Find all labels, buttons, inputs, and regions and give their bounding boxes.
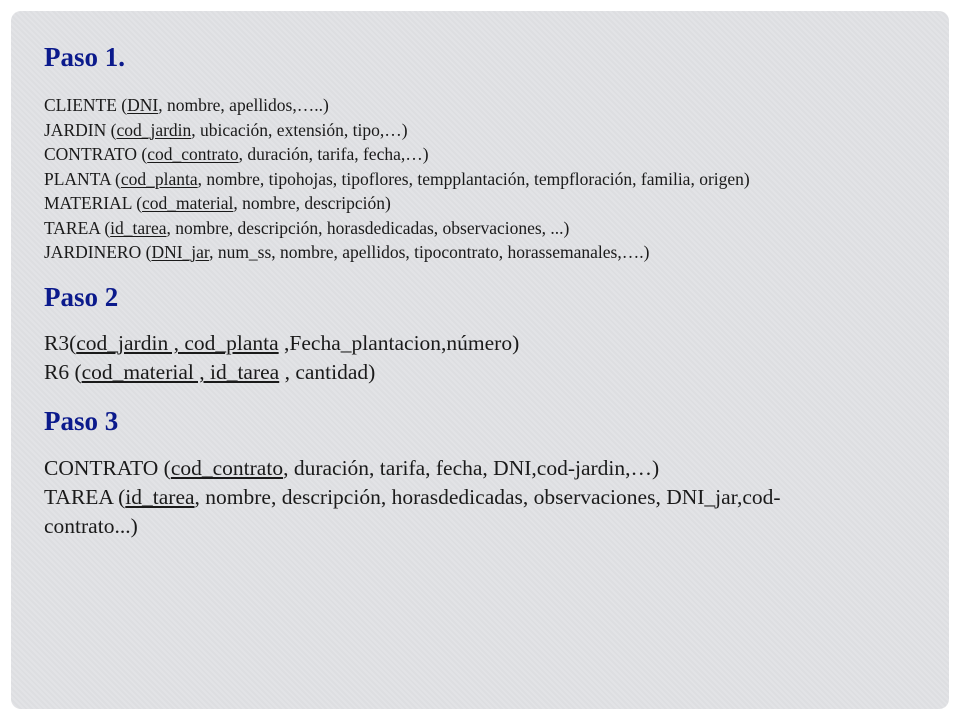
relation-name: JARDIN ( <box>44 119 117 140</box>
relation-name: TAREA ( <box>44 217 111 238</box>
relation-cliente <box>44 93 924 118</box>
relation-name: CLIENTE ( <box>44 95 128 116</box>
primary-key: id_tarea <box>110 217 167 238</box>
relation-tarea-updated <box>44 483 844 541</box>
step1-heading: Paso 1. <box>44 42 125 72</box>
step2-relation-list <box>44 329 924 387</box>
relation-attributes: , nombre, descripción) <box>233 193 391 214</box>
primary-key: cod_planta <box>120 168 198 189</box>
relation-jardinero <box>44 240 924 265</box>
relation-material <box>44 191 924 216</box>
relation-name: R6 ( <box>44 360 82 385</box>
step3-relation-list <box>44 454 924 541</box>
relation-name: CONTRATO ( <box>44 144 148 165</box>
primary-key: id_tarea <box>125 484 195 509</box>
primary-key: cod_material , id_tarea <box>81 360 280 385</box>
relation-attributes: ,Fecha_plantacion,número) <box>278 331 520 356</box>
relation-name: MATERIAL ( <box>44 193 143 214</box>
primary-key: cod_contrato <box>147 144 239 165</box>
relation-attributes: , cantidad) <box>279 360 376 385</box>
step1-relation-list <box>44 93 924 265</box>
relation-name: TAREA ( <box>44 484 126 509</box>
relation-tarea <box>44 216 924 241</box>
relation-attributes: , num_ss, nombre, apellidos, tipocontrato, horassemanales,….) <box>209 242 650 263</box>
relation-name: PLANTA ( <box>44 168 121 189</box>
step3-heading: Paso 3 <box>44 406 119 437</box>
relation-attributes: , nombre, apellidos,…..) <box>158 95 329 116</box>
primary-key: cod_material <box>142 193 234 214</box>
relation-contrato-updated <box>44 454 924 483</box>
relation-jardin <box>44 118 924 143</box>
relation-attributes: , nombre, descripción, horasdedicadas, observaciones, DNI_jar,cod-contrato...) <box>44 484 781 538</box>
relation-attributes: , duración, tarifa, fecha, DNI,cod-jardin,…) <box>283 455 660 480</box>
relation-attributes: , nombre, descripción, horasdedicadas, observaciones, ...) <box>166 217 570 238</box>
step2-heading: Paso 2 <box>44 281 119 312</box>
slide-content <box>44 41 924 541</box>
primary-key: cod_jardin <box>116 119 192 140</box>
relation-attributes: , duración, tarifa, fecha,…) <box>238 144 429 165</box>
primary-key: DNI_jar <box>151 242 210 263</box>
primary-key: cod_contrato <box>170 455 284 480</box>
primary-key: cod_jardin , cod_planta <box>76 331 279 356</box>
relation-contrato <box>44 142 924 167</box>
relation-r3 <box>44 329 924 358</box>
slide-background <box>11 11 949 709</box>
relation-planta <box>44 167 874 192</box>
primary-key: DNI <box>127 95 159 116</box>
relation-attributes: , nombre, tipohojas, tipoflores, tempplantación, tempfloración, familia, origen) <box>197 168 750 189</box>
relation-attributes: , ubicación, extensión, tipo,…) <box>191 119 408 140</box>
relation-name: CONTRATO ( <box>44 455 171 480</box>
relation-name: JARDINERO ( <box>44 242 152 263</box>
relation-r6 <box>44 358 924 387</box>
relation-name: R3( <box>44 331 77 356</box>
